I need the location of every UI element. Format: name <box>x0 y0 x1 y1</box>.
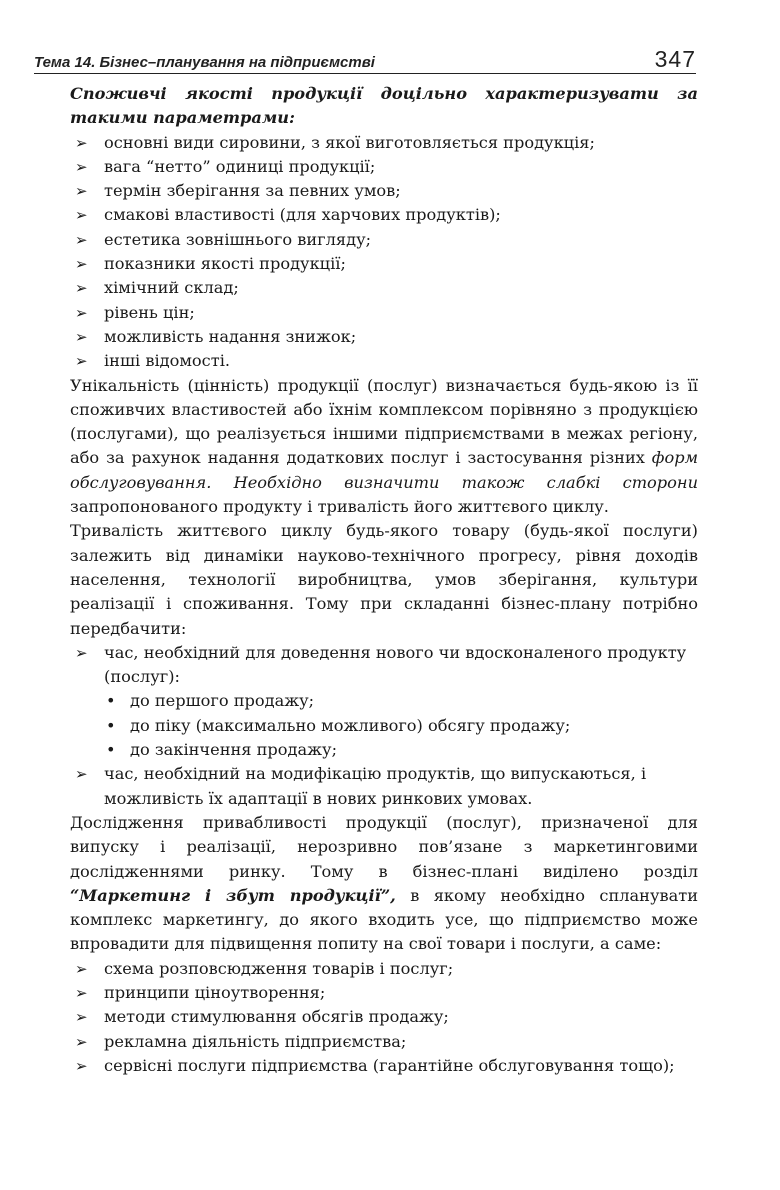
list-item: ➢ термін зберігання за певних умов; <box>70 179 698 203</box>
dot-bullet-icon: • <box>106 715 116 735</box>
arrow-bullet-icon: ➢ <box>75 327 88 346</box>
list-item: ➢ хімічний склад; <box>70 276 698 300</box>
list-item: ➢ смакові властивості (для харчових продуктів); <box>70 203 698 227</box>
list-item: ➢ вага “нетто” одиниці продукції; <box>70 155 698 179</box>
consumer-qualities-list <box>70 131 698 374</box>
paragraph-uniqueness: Унікальність (цінність) продукції (послуг) визначається будь-якою із її споживчих властивостей або їхнім комплексом порівняно з продукцією (послугами), що реалізується іншими підприємствами в межах регіону, або за рахунок надання додаткових послуг і застосування різних форм обслуговування. Необхідно визначити також слабкі сторони запропонованого продукту і тривалість його життєвого циклу. <box>70 375 698 517</box>
arrow-bullet-icon: ➢ <box>75 182 88 201</box>
arrow-bullet-icon: ➢ <box>75 255 88 274</box>
list-item: ➢ сервісні послуги підприємства (гарантійне обслуговування тощо); <box>70 1054 698 1078</box>
list-item: • до першого продажу; <box>104 689 698 713</box>
arrow-bullet-icon: ➢ <box>75 352 88 371</box>
section-lead: Споживчі якості продукції доцільно характеризувати за такими параметрами: <box>70 84 698 128</box>
arrow-bullet-icon: ➢ <box>75 983 88 1002</box>
arrow-bullet-icon: ➢ <box>75 303 88 322</box>
page-body <box>70 82 698 1078</box>
marketing-complex-list <box>70 957 698 1078</box>
list-item: ➢ показники якості продукції; <box>70 252 698 276</box>
lifecycle-list-continued <box>70 762 698 811</box>
arrow-bullet-icon: ➢ <box>75 1008 88 1027</box>
list-item: ➢ рівень цін; <box>70 301 698 325</box>
dot-bullet-icon: • <box>106 740 116 760</box>
dot-bullet-icon: • <box>106 691 116 711</box>
paragraph-marketing: Дослідження привабливості продукції (послуг), призначеної для випуску і реалізації, нерозривно пов’язане з маркетинговими дослідженнями ринку. Тому в бізнес-плані виділено розділ “Маркетинг і збут продукції”, в якому необхідно спланувати комплекс маркетингу, до якого входить усе, що підприємство може впровадити для підвищення попиту на свої товари і послуги, а саме: <box>70 812 698 954</box>
list-item: ➢ рекламна діяльність підприємства; <box>70 1030 698 1054</box>
arrow-bullet-icon: ➢ <box>75 959 88 978</box>
arrow-bullet-icon: ➢ <box>75 765 88 784</box>
arrow-bullet-icon: ➢ <box>75 1032 88 1051</box>
list-item: ➢ можливість надання знижок; <box>70 325 698 349</box>
list-item: ➢ методи стимулювання обсягів продажу; <box>70 1005 698 1029</box>
arrow-bullet-icon: ➢ <box>75 230 88 249</box>
list-item: • до піку (максимально можливого) обсягу продажу; <box>104 714 698 738</box>
lifecycle-sublist <box>70 689 698 762</box>
arrow-bullet-icon: ➢ <box>75 1056 88 1075</box>
header-rule <box>34 73 696 74</box>
page-header <box>34 46 696 72</box>
arrow-bullet-icon: ➢ <box>75 643 88 662</box>
list-item: ➢ схема розповсюдження товарів і послуг; <box>70 957 698 981</box>
chapter-title: Тема 14. Бізнес–планування на підприємстві <box>34 54 375 71</box>
paragraph-lifecycle: Тривалість життєвого циклу будь-якого товару (будь-якої послуги) залежить від динаміки науково-технічного прогресу, рівня доходів населення, технології виробництва, умов зберігання, культури реалізації і споживання. Тому при складанні бізнес-плану потрібно передбачити: <box>70 521 698 638</box>
list-item: ➢ інші відомості. <box>70 349 698 373</box>
list-item: ➢ естетика зовнішнього вигляду; <box>70 228 698 252</box>
list-item: ➢ основні види сировини, з якої виготовляється продукція; <box>70 131 698 155</box>
list-item: • до закінчення продажу; <box>104 738 698 762</box>
page-number: 347 <box>654 46 696 72</box>
list-item: ➢ час, необхідний на модифікацію продуктів, що випускаються, і можливість їх адаптації в нових ринкових умовах. <box>75 764 647 808</box>
lifecycle-list <box>70 641 698 690</box>
arrow-bullet-icon: ➢ <box>75 133 88 152</box>
list-item: ➢ принципи ціноутворення; <box>70 981 698 1005</box>
arrow-bullet-icon: ➢ <box>75 157 88 176</box>
list-item: ➢ час, необхідний для доведення нового чи вдосконаленого продукту (послуг): <box>75 642 687 687</box>
arrow-bullet-icon: ➢ <box>75 279 88 298</box>
arrow-bullet-icon: ➢ <box>75 206 88 225</box>
